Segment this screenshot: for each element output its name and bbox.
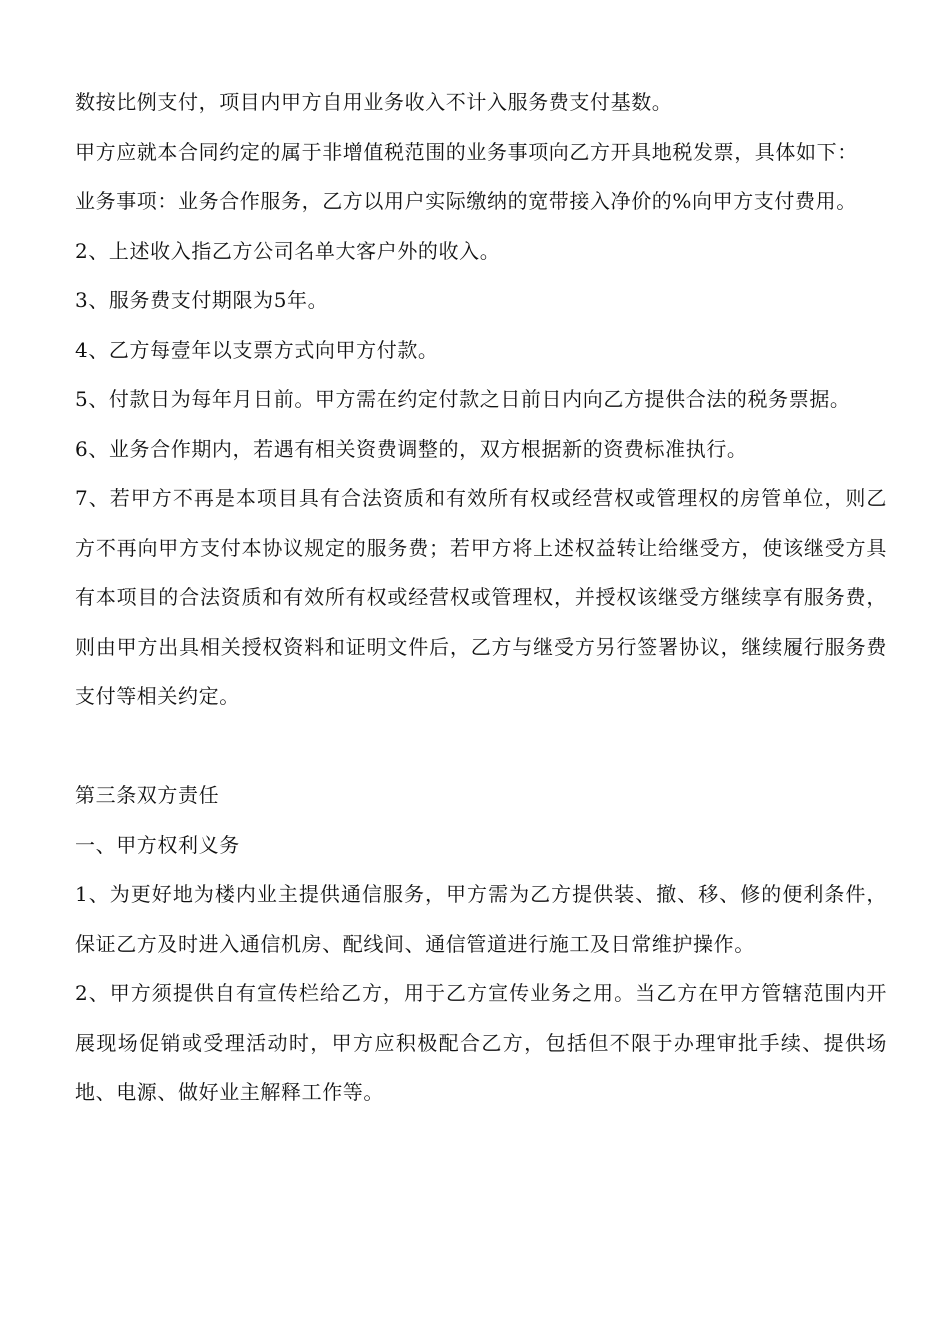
paragraph-payment-basis: 数按比例支付，项目内甲方自用业务收入不计入服务费支付基数。 xyxy=(75,90,673,114)
paragraph-clause-4: 4、乙方每壹年以支票方式向甲方付款。 xyxy=(75,337,439,362)
paragraph-clause-5: 5、付款日为每年月日前。甲方需在约定付款之日前日内向乙方提供合法的税务票据。 xyxy=(75,387,851,411)
paragraph-clause-3: 3、服务费支付期限为5年。 xyxy=(75,288,329,312)
paragraph-business-item: 业务事项：业务合作服务，乙方以用户实际缴纳的宽带接入净价的%向甲方支付费用。 xyxy=(75,189,857,213)
document-page xyxy=(75,78,887,1118)
paragraph-party-a-2: 2、甲方须提供自有宣传栏给乙方，用于乙方宣传业务之用。当乙方在甲方管辖范围内开展现场促销或受理活动时，甲方应积极配合乙方，包括但不限于办理审批手续、提供场地、电源、做好业主解释工作等。 xyxy=(75,981,887,1104)
paragraph-clause-7: 7、若甲方不再是本项目具有合法资质和有效所有权或经营权或管理权的房管单位，则乙方不再向甲方支付本协议规定的服务费；若甲方将上述权益转让给继受方，使该继受方具有本项目的合法资质和有效所有权或经营权或管理权，并授权该继受方继续享有服务费，则由甲方出具相关授权资料和证明文件后，乙方与继受方另行签署协议，继续履行服务费支付等相关约定。 xyxy=(75,486,887,708)
subsection-heading-party-a: 一、甲方权利义务 xyxy=(75,832,240,857)
blank-line xyxy=(75,722,887,772)
section-heading-responsibilities: 第三条双方责任 xyxy=(75,783,220,807)
paragraph-party-a-1: 1、为更好地为楼内业主提供通信服务，甲方需为乙方提供装、撤、移、修的便利条件，保证乙方及时进入通信机房、配线间、通信管道进行施工及日常维护操作。 xyxy=(75,882,887,956)
paragraph-clause-6: 6、业务合作期内，若遇有相关资费调整的，双方根据新的资费标准执行。 xyxy=(75,436,748,461)
paragraph-clause-2: 2、上述收入指乙方公司名单大客户外的收入。 xyxy=(75,238,501,263)
paragraph-invoice: 甲方应就本合同约定的属于非增值税范围的业务事项向乙方开具地税发票，具体如下： xyxy=(75,139,858,164)
